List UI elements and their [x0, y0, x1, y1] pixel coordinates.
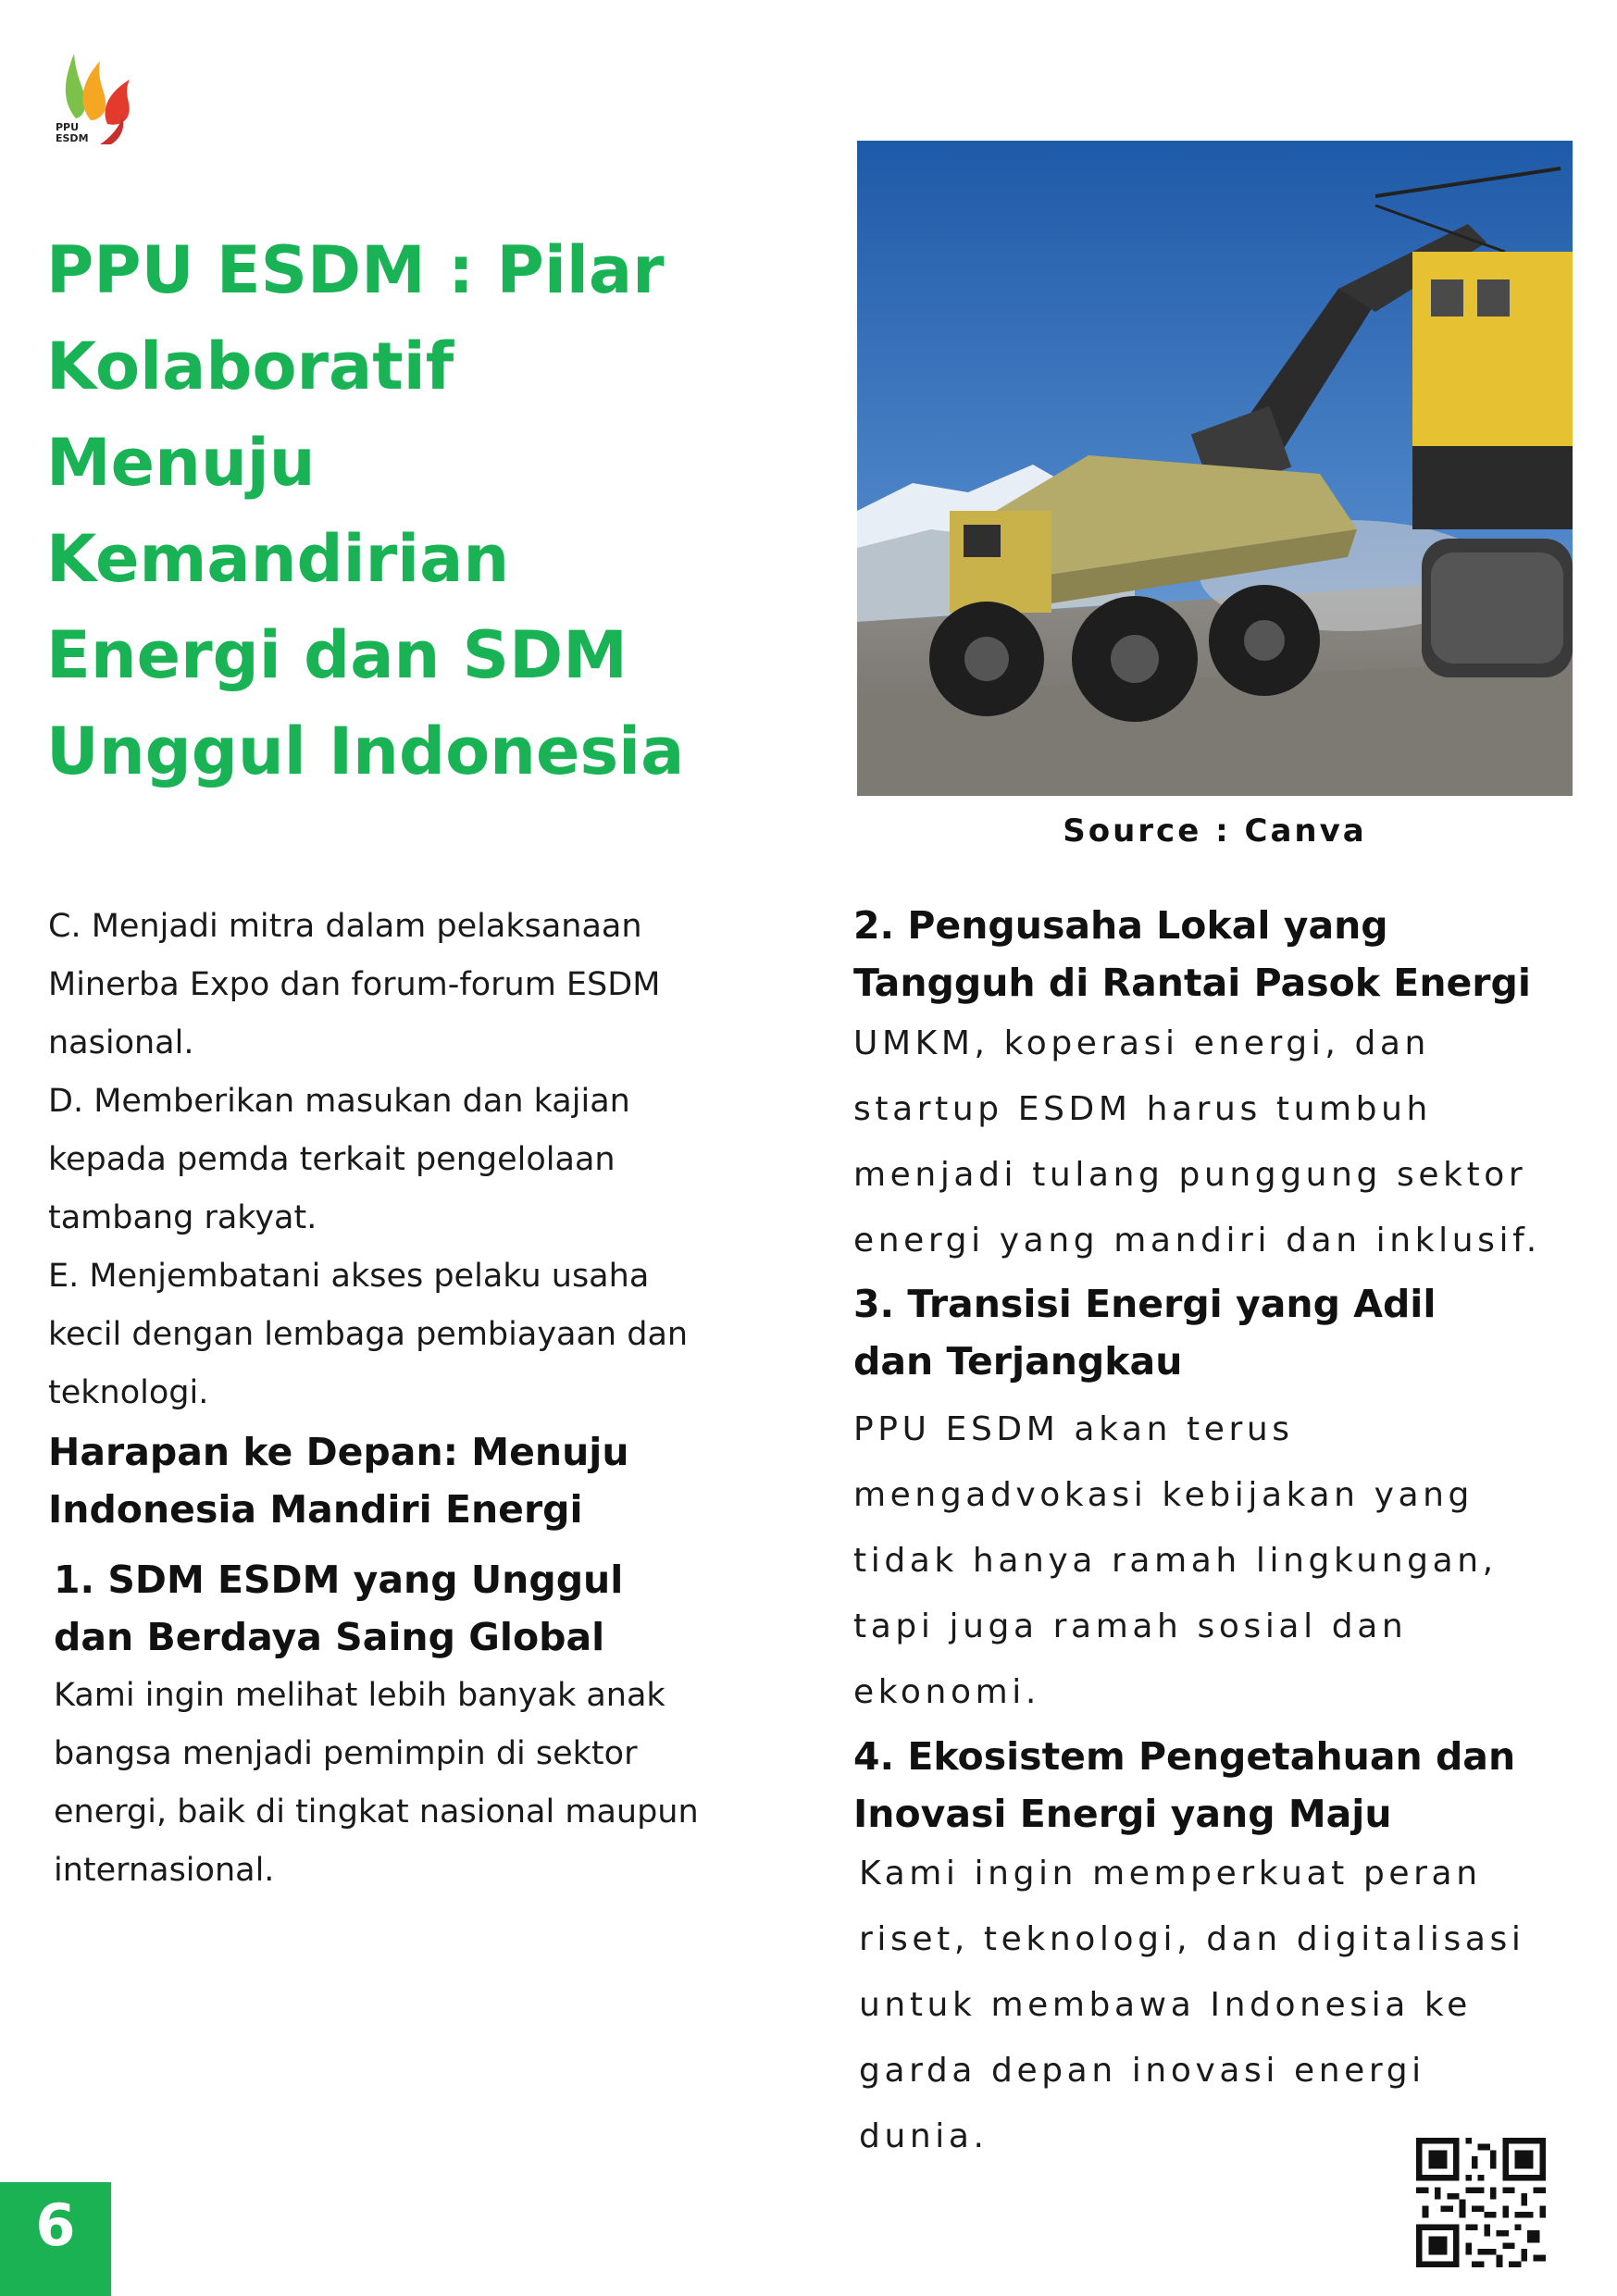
item-heading-line: dan Berdaya Saing Global — [54, 1615, 605, 1659]
item-body-line: bangsa menjadi pemimpin di sektor — [54, 1735, 638, 1772]
item-body-line: Kami ingin memperkuat peran — [859, 1855, 1482, 1893]
item-heading-line: 2. Pengusaha Lokal yang — [853, 903, 1388, 948]
item-body-line: ekonomi. — [853, 1673, 1040, 1711]
list-line: kecil dengan lembaga pembiayaan dan — [48, 1316, 689, 1353]
item-body-line: UMKM, koperasi energi, dan — [853, 1024, 1430, 1062]
item-body-line: menjadi tulang punggung sektor — [853, 1156, 1527, 1194]
title-line: Energi dan SDM — [46, 617, 628, 693]
item-body-line: Kami ingin melihat lebih banyak anak — [54, 1677, 665, 1714]
image-caption: Source : Canva — [1063, 813, 1367, 850]
item-body-line: startup ESDM harus tumbuh — [853, 1090, 1432, 1128]
list-line: Minerba Expo dan forum-forum ESDM — [48, 966, 661, 1003]
page-number: 6 — [35, 2191, 76, 2259]
item-body-line: internasional. — [54, 1852, 275, 1889]
item-body-line: tapi juga ramah sosial dan — [853, 1607, 1408, 1645]
qr-code-icon[interactable] — [1416, 2138, 1546, 2267]
list-line: C. Menjadi mitra dalam pelaksanaan — [48, 908, 642, 945]
item-heading-line: 3. Transisi Energi yang Adil — [853, 1282, 1437, 1326]
title-line: Menuju — [46, 425, 316, 501]
item-heading-line: 1. SDM ESDM yang Unggul — [54, 1558, 624, 1602]
item-body-line: riset, teknologi, dan digitalisasi — [859, 1920, 1525, 1958]
list-line: E. Menjembatani akses pelaku usaha — [48, 1258, 650, 1295]
logo-wordmark — [56, 122, 111, 144]
item-heading-line: Tangguh di Rantai Pasok Energi — [853, 961, 1531, 1005]
list-line: tambang rakyat. — [48, 1199, 317, 1236]
title-line: Kolaboratif — [46, 329, 454, 404]
section-heading-line: Indonesia Mandiri Energi — [48, 1487, 583, 1532]
mining-equipment-photo — [857, 141, 1573, 796]
item-heading-line: dan Terjangkau — [853, 1339, 1183, 1384]
item-body-line: energi, baik di tingkat nasional maupun — [54, 1793, 699, 1831]
item-body-line: tidak hanya ramah lingkungan, — [853, 1542, 1498, 1580]
logo-text-top: PPU — [56, 121, 80, 133]
title-line: Unggul Indonesia — [46, 714, 685, 789]
item-body-line: garda depan inovasi energi — [859, 2052, 1425, 2090]
section-heading-line: Harapan ke Depan: Menuju — [48, 1430, 629, 1474]
list-line: nasional. — [48, 1024, 194, 1061]
item-heading-line: 4. Ekosistem Pengetahuan dan — [853, 1734, 1516, 1779]
title-line: Kemandirian — [46, 521, 510, 597]
list-line: D. Memberikan masukan dan kajian — [48, 1083, 630, 1120]
item-body-line: mengadvokasi kebijakan yang — [853, 1476, 1474, 1514]
item-body-line: energi yang mandiri dan inklusif. — [853, 1222, 1541, 1260]
list-line: teknologi. — [48, 1374, 209, 1411]
title-line: PPU ESDM : Pilar — [46, 232, 665, 308]
page-title — [46, 222, 842, 800]
logo-text-bottom: ESDM — [56, 132, 89, 144]
item-heading-line: Inovasi Energi yang Maju — [853, 1792, 1392, 1836]
item-body-line: untuk membawa Indonesia ke — [859, 1986, 1472, 2024]
item-body-line: dunia. — [859, 2117, 989, 2155]
item-body-line: PPU ESDM akan terus — [853, 1410, 1294, 1448]
list-line: kepada pemda terkait pengelolaan — [48, 1141, 616, 1178]
